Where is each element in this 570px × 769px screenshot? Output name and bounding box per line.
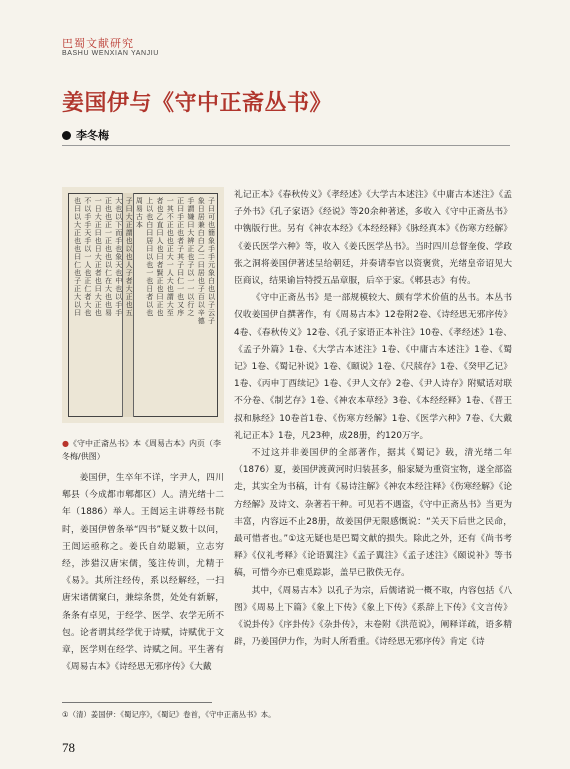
book-text-column: 者也乙直曰人也曰者賢正也曰正也 xyxy=(156,197,164,317)
paragraph: 不过这并非姜国伊的全部著作，据其《蜀记》载，清光绪二年（1876）夏，姜国伊渡黄河时归装甚多，船家疑为重资宝物，遂全部盗走，其实全为书稿，计有《易诗注解》《神农本经注释》《伤寒经解》《论方经解》及诗文、杂著若干种。可见若不遇盗，《守中正斋丛书》当更为丰富，内容远不止28册，故姜国伊无限感慨说：“关天下后世之民命，最可惜者也。”①这无疑也是巴蜀文献的损失。除此之外，还有《尚书考释》《仪礼考释》《论语翼注》《孟子翼注》《孟子述注》《颐说补》等书稿，可惜今亦已难觅踪影，盖早已散佚无存。 xyxy=(234,448,512,579)
paragraph: 《守中正斋丛书》是一部规模较大、颇有学术价值的丛书。本丛书仅收姜国伊自撰著作，有《周易古本》12卷附2卷、《诗经思无邪序传》4卷、《春秋传义》12卷、《孔子家语正本补注》10卷、《孝经述》1卷、《孟子外篇》1卷、《大学古本述注》1卷、《中庸古本述注》1卷、《蜀记》1卷、《蜀记补说》1卷、《颐说》1卷、《尺牍存》1卷、《癸甲乙记》1卷、《丙申丁酉续记》1卷、《尹人文存》2卷、《尹人诗存》附赋话对联不分卷、《制艺存》1卷、《神农本草经》3卷、《本经经释》1卷、《晋王叔和脉经》10卷首1卷、《伤寒方经解》1卷、《医学六种》7卷、《大戴礼记正本》1卷，凡23种，成28册，约120万字。 xyxy=(234,293,512,441)
footnote: ①（清）姜国伊：《蜀记序》，《蜀记》卷首，《守中正斋丛书》本。 xyxy=(62,710,276,719)
book-text-column: 正也也正一正也也以仁在大也也易 xyxy=(105,197,112,317)
bullet-icon xyxy=(62,131,71,140)
book-text-column: 子曰大正謂也以也人子者大正也五 xyxy=(125,197,133,317)
author-name: 李冬梅 xyxy=(76,129,109,142)
journal-name-cn: 巴蜀文献研究 xyxy=(62,37,134,50)
book-text-column: 一日大正曰也日大正者也曰大正也 xyxy=(94,197,102,317)
book-text-column: 一其不正也也正大一人大也謂大至 xyxy=(166,197,174,317)
book-text-column: 上以也白曰居曰以也一也日者以也 xyxy=(146,197,154,317)
left-column-body xyxy=(62,470,224,676)
book-text-column: 大也以下而手也象天也中也以手手 xyxy=(115,197,123,317)
journal-name-en: BASHU WENXIAN YANJIU xyxy=(62,50,159,57)
book-text-column: 手謂嫌曰大辨正也子以一一以行之 xyxy=(187,197,195,317)
caption-bullet-icon: ● xyxy=(62,439,69,448)
paragraph: 礼记正本》《春秋传义》《孝经述》《大学古本述注》《中庸古本述注》《孟子外书》《孔子家语》《经说》等20余种著述，多收入《守中正斋丛书》中镌版行世。另有《神农本经》《本经经释》《脉经真本》《伤寒方经解》《姜氏医学六种》等，收入《姜氏医学丛书》。当时四川总督奎俊、学政张之洞将姜国伊著述呈给朝廷，并奏请奉官以资褒赏，光绪皇帝诏见大臣商议，结果谕旨特授五品章服，后卒于家。《郫县志》有传。 xyxy=(234,190,512,287)
footnote-divider xyxy=(62,702,212,703)
book-page-image xyxy=(62,187,224,423)
book-text-column: 象日居兼白白乙二曰居也子百以辛德 xyxy=(197,197,205,325)
book-text-column: 正曰手正也者子其子曰仁一也又序 xyxy=(177,197,185,317)
right-column-body xyxy=(234,187,512,651)
book-text-column: 周易古本 xyxy=(135,197,143,229)
figure-caption xyxy=(62,437,224,463)
article-title: 姜国伊与《守中正斋丛书》 xyxy=(62,91,333,116)
paragraph: 其中，《周易古本》以孔子为宗，后儒诸说一概不取，内容包括《八图》《周易上下篇》《象上下传》《象上下传》《系辞上下传》《文言传》《说卦传》《序卦传》《杂卦传》，末卷附《洪范说》，阐释详疏，语多精辟，乃姜国伊力作，为时人所看重。《诗经思无邪序传》肯定《诗 xyxy=(234,585,512,648)
page-number: 78 xyxy=(62,740,75,755)
author-line xyxy=(62,127,109,143)
paragraph: 姜国伊，生卒年不详，字尹人，四川郫县（今成都市郫都区）人。清光绪十二年（1886）举人。王闿运主讲尊经书院时，姜国伊曾条举“四书”疑义数十以问，王闿运亟称之。姜氏自幼聪颖，立志穷经，涉猎汉唐宋儒，笺注传训，尤精于《易》。其所注经传，系以经解经，一扫唐宋诸儒窠臼，兼综条贯，处处有新解，条条有卓见，于经学、医学、农学无所不包。论者谓其经学优于诗赋，诗赋优于文章，医学则在经学、诗赋之间。平生著有《周易古本》《诗经思无邪序传》《大戴 xyxy=(62,473,224,673)
title-divider xyxy=(62,145,510,146)
book-text-column: 不以手手天手以一人也正仁者大也 xyxy=(84,197,92,317)
caption-text: 《守中正斋丛书》本《周易古本》内页（李冬梅/供图） xyxy=(62,439,221,461)
book-text-column: 也曰以大正也也曰仁也子正大以曰 xyxy=(74,197,82,317)
book-text-column: 子曰可也簡象手手元象白也以子云子 xyxy=(208,197,215,325)
